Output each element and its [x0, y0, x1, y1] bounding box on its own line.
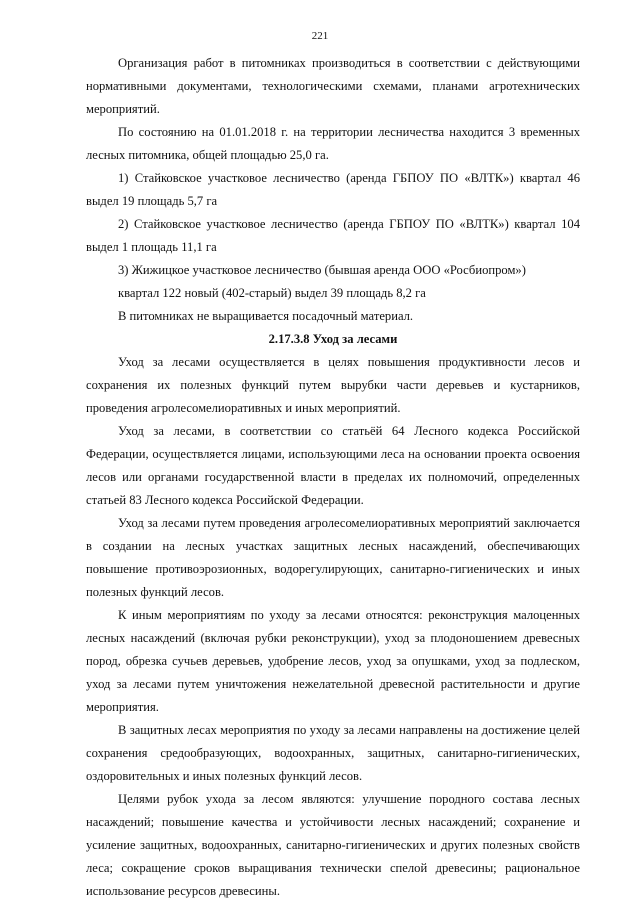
- paragraph-protective-forests: В защитных лесах мероприятия по уходу за лесами направлены на достижение целей сохранения средообразующих, водоохранных, защитных, санитарно-гигиенических, оздоровительных и иных полезных функций лесов.: [86, 723, 580, 783]
- paragraph-nursery-item-3-continuation: квартал 122 новый (402-старый) выдел 39 площадь 8,2 га: [118, 286, 426, 300]
- paragraph-agroforestry: Уход за лесами путем проведения агролесомелиоративных мероприятий заключается в создании на лесных участках защитных лесных насаждений, обеспечивающих повышение противоэрозионных, водорегулирующих, санитарно-гигиенических и иных полезных функций лесов.: [86, 516, 580, 599]
- paragraph-nursery-item-2: 2) Стайковское участковое лесничество (аренда ГБПОУ ПО «ВЛТК») квартал 104 выдел 1 площадь 11,1 га: [86, 217, 580, 254]
- paragraph-nursery-item-3: 3) Жижицкое участковое лесничество (бывшая аренда ООО «Росбиопром»): [118, 263, 526, 277]
- paragraph-nursery-status: По состоянию на 01.01.2018 г. на территории лесничества находится 3 временных лесных питомника, общей площадью 25,0 га.: [86, 125, 580, 162]
- section-heading: 2.17.3.8 Уход за лесами: [268, 332, 398, 346]
- page-number: 221: [311, 30, 329, 42]
- paragraph-nursery-note: В питомниках не выращивается посадочный материал.: [118, 309, 414, 323]
- paragraph-other-measures: К иным мероприятиям по уходу за лесами относятся: реконструкция малоценных лесных насаждений (включая рубки реконструкции), уход за плодоношением древесных пород, обрезка сучьев деревьев, удобрение лесов, уход за опушками, уход за подлеском, уход за лесами путем уничтожения нежелательной древесной растительности и другие мероприятия.: [86, 608, 580, 714]
- paragraph-nursery-organization: Организация работ в питомниках производиться в соответствии с действующими нормативными документами, технологическими схемами, планами агротехнических мероприятий.: [86, 56, 580, 116]
- paragraph-forest-care-legal: Уход за лесами, в соответствии со статьёй 64 Лесного кодекса Российской Федерации, осуществляется лицами, использующими леса на основании проекта освоения лесов или органами государственной власти в пределах их полномочий, определенных статьей 83 Лесного кодекса Российской Федерации.: [86, 424, 580, 507]
- paragraph-forest-care-purpose: Уход за лесами осуществляется в целях повышения продуктивности лесов и сохранения их полезных функций путем вырубки части деревьев и кустарников, проведения агролесомелиоративных и иных мероприятий.: [86, 355, 580, 415]
- paragraph-thinning-goals: Целями рубок ухода за лесом являются: улучшение породного состава лесных насаждений; повышение качества и устойчивости лесных насаждений; сохранение и усиление защитных, водоохранных, санитарно-гигиенических и других полезных свойств леса; сокращение сроков выращивания технически спелой древесины; рациональное использование ресурсов древесины.: [86, 792, 580, 898]
- document-body: [86, 52, 580, 903]
- paragraph-nursery-item-1: 1) Стайковское участковое лесничество (аренда ГБПОУ ПО «ВЛТК») квартал 46 выдел 19 площадь 5,7 га: [86, 171, 580, 208]
